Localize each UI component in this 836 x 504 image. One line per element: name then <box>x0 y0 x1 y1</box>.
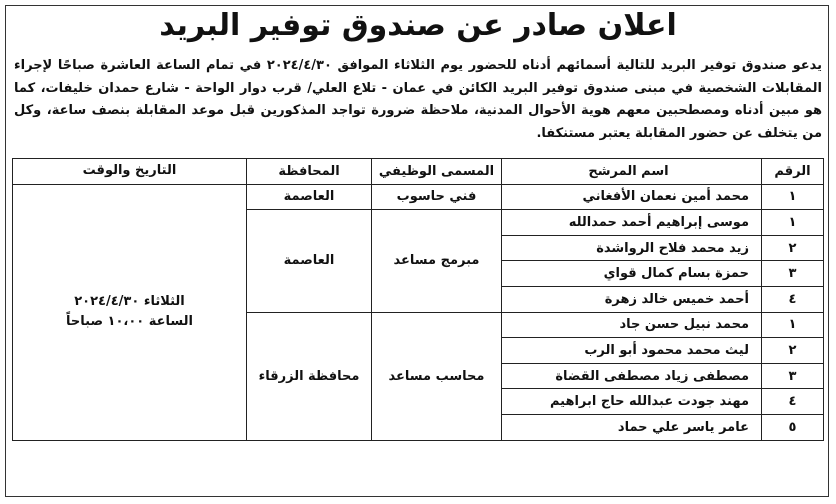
interview-day: الثلاثاء ٢٠٢٤/٤/٣٠ <box>74 294 185 310</box>
row-number: ٥ <box>762 414 824 440</box>
candidate-name: عامر ياسر علي حماد <box>502 414 762 440</box>
candidate-name: ليث محمد محمود أبو الرب <box>502 338 762 364</box>
row-number: ١ <box>762 210 824 236</box>
header-date-time: التاريخ والوقت <box>13 159 247 185</box>
candidate-name: حمزة بسام كمال قواي <box>502 261 762 287</box>
row-number: ١ <box>762 312 824 338</box>
job-title: فني حاسوب <box>372 184 502 210</box>
row-number: ٢ <box>762 235 824 261</box>
announcement-body: يدعو صندوق توفير البريد للتالية أسمائهم أدناه للحضور يوم الثلاثاء الموافق ٢٠٢٤/٤/٣٠ في تمام الساعة العاشرة صباحًا لإجراء المقابلات الشخصية في مبنى صندوق توفير البريد الكائن في عمان - تلاع العلي/ قرب دوار الواحة - شارع حمدان خليفات، كما هو مبين أدناه ومصطحبين معهم هوية الأحوال المدنية، ملاحظة ضرورة تواجد المذكورين قبل موعد المقابلة بنصف ساعة، وكل من يتخلف عن حضور المقابلة يعتبر مستنكفا. <box>14 58 822 141</box>
candidates-table <box>12 158 824 441</box>
table-header-row <box>13 159 824 185</box>
row-number: ٣ <box>762 261 824 287</box>
header-candidate-name: اسم المرشح <box>502 159 762 185</box>
candidate-name: محمد أمين نعمان الأفغاني <box>502 184 762 210</box>
candidate-name: مصطفى زياد مصطفى القضاة <box>502 363 762 389</box>
candidate-name: مهند جودت عبدالله حاج ابراهيم <box>502 389 762 415</box>
governorate: العاصمة <box>247 184 372 210</box>
interview-date-time <box>13 184 247 440</box>
announcement-title: اعلان صادر عن صندوق توفير البريد <box>159 8 677 43</box>
row-number: ٣ <box>762 363 824 389</box>
candidate-name: موسى إبراهيم أحمد حمدالله <box>502 210 762 236</box>
table-body <box>13 184 824 440</box>
header-job-title: المسمى الوظيفي <box>372 159 502 185</box>
governorate: العاصمة <box>247 210 372 312</box>
row-number: ٢ <box>762 338 824 364</box>
row-number: ٤ <box>762 389 824 415</box>
interview-time: الساعة ١٠،٠٠ صباحاً <box>66 314 193 330</box>
governorate: محافظة الزرقاء <box>247 312 372 440</box>
job-title: محاسب مساعد <box>372 312 502 440</box>
candidate-name: محمد نبيل حسن جاد <box>502 312 762 338</box>
header-governorate: المحافظة <box>247 159 372 185</box>
header-number: الرقم <box>762 159 824 185</box>
row-number: ١ <box>762 184 824 210</box>
candidate-name: زيد محمد فلاح الرواشدة <box>502 235 762 261</box>
row-number: ٤ <box>762 286 824 312</box>
table-row <box>13 184 824 210</box>
candidate-name: أحمد خميس خالد زهرة <box>502 286 762 312</box>
job-title: مبرمج مساعد <box>372 210 502 312</box>
